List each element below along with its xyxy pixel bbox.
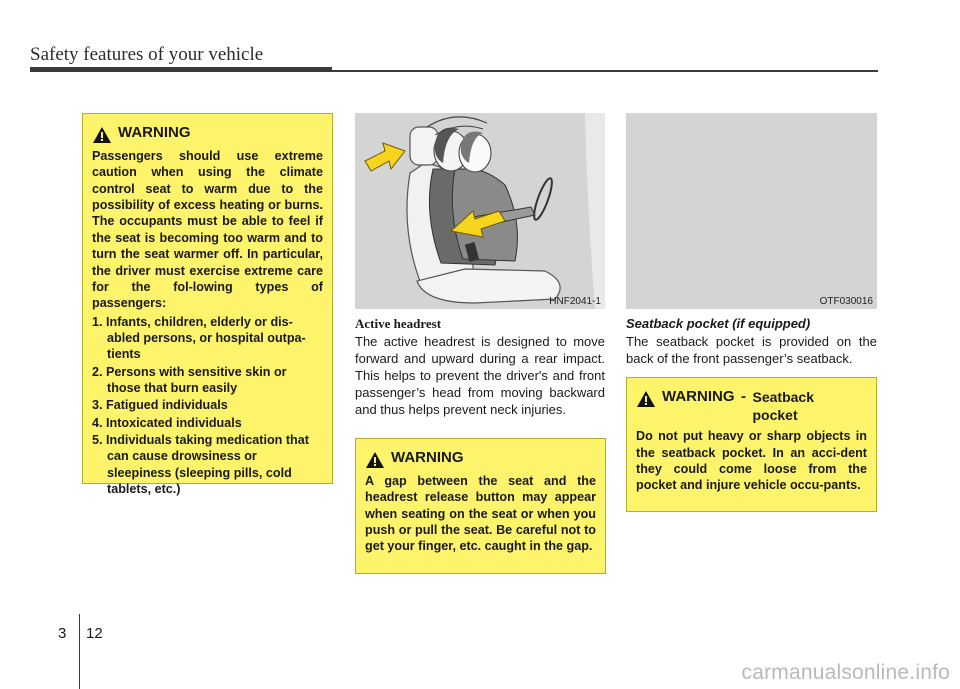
watermark-text: carmanualsonline.info bbox=[741, 661, 950, 684]
active-headrest-illustration bbox=[355, 113, 605, 309]
warning-box-headrest-gap bbox=[355, 438, 606, 574]
seat-occupants-drawing bbox=[355, 113, 605, 309]
warning-header bbox=[92, 124, 323, 144]
section-heading-active-headrest: Active headrest bbox=[355, 316, 442, 331]
footer-divider bbox=[79, 614, 80, 689]
warning-title: WARNING bbox=[391, 449, 464, 466]
warning-intro-text: Passengers should use extreme caution when using the climate control seat to warm due to the possibility of excess heating or burns. The occupants must be able to feel if the seat is becoming too warm and to turn the seat warmer off. In particular, the driver must exercise extreme care for the fol-lowing types of passengers: bbox=[92, 149, 323, 311]
warning-box-climate-seat bbox=[82, 113, 333, 497]
warning-body-text: Do not put heavy or sharp objects in the seatback pocket. In an acci-dent they could come loose from the pocket and injure vehicle occu-pants. bbox=[636, 429, 867, 493]
seatback-pocket-body: The seatback pocket is provided on the back of the front passenger’s seatback. bbox=[626, 334, 877, 366]
active-headrest-body: The active headrest is designed to move forward and upward during a rear impact. This helps to prevent the driver's and front passenger’s head from moving backward and thus helps prevent neck injuries. bbox=[355, 334, 605, 417]
warning-title: WARNING bbox=[118, 124, 191, 141]
section-heading-seatback-pocket: Seatback pocket (if equipped) bbox=[626, 316, 811, 331]
page-header-title: Safety features of your vehicle bbox=[30, 44, 264, 65]
warning-title-dash: - bbox=[741, 388, 746, 405]
header-rule-thin bbox=[332, 70, 878, 72]
warning-list-item: 1. Infants, children, elderly or dis-abled persons, or hospital outpa-tients bbox=[92, 314, 306, 362]
chapter-number: 3 bbox=[58, 625, 67, 642]
page-number: 12 bbox=[86, 625, 103, 642]
warning-header bbox=[365, 449, 596, 469]
header-rule bbox=[30, 67, 332, 72]
warning-box-seatback-pocket bbox=[626, 377, 877, 512]
seatback-pocket-illustration bbox=[626, 113, 877, 309]
warning-triangle-icon bbox=[365, 451, 385, 469]
warning-title: WARNING bbox=[662, 388, 735, 405]
warning-list bbox=[92, 314, 323, 498]
warning-list-item: 3. Fatigued individuals bbox=[92, 398, 228, 413]
figure-code-label: HNF2041-1 bbox=[549, 296, 601, 307]
warning-header bbox=[636, 388, 867, 424]
figure-code-label: OTF030016 bbox=[819, 296, 873, 307]
warning-subtitle: Seatback pocket bbox=[752, 389, 814, 424]
warning-body-text: A gap between the seat and the headrest release button may appear when seating on the seat or when you push or pull the seat. Be careful not to get your finger, etc. caught in the gap. bbox=[365, 474, 596, 554]
warning-list-item: 2. Persons with sensitive skin or those that burn easily bbox=[92, 364, 287, 396]
warning-list-item: 5. Individuals taking medication that can cause drowsiness or sleepiness (sleeping pills, cold tablets, etc.) bbox=[92, 433, 309, 497]
warning-title-group bbox=[662, 388, 843, 424]
warning-triangle-icon bbox=[92, 126, 112, 144]
warning-triangle-icon bbox=[636, 390, 656, 408]
warning-list-item: 4. Intoxicated individuals bbox=[92, 415, 242, 430]
